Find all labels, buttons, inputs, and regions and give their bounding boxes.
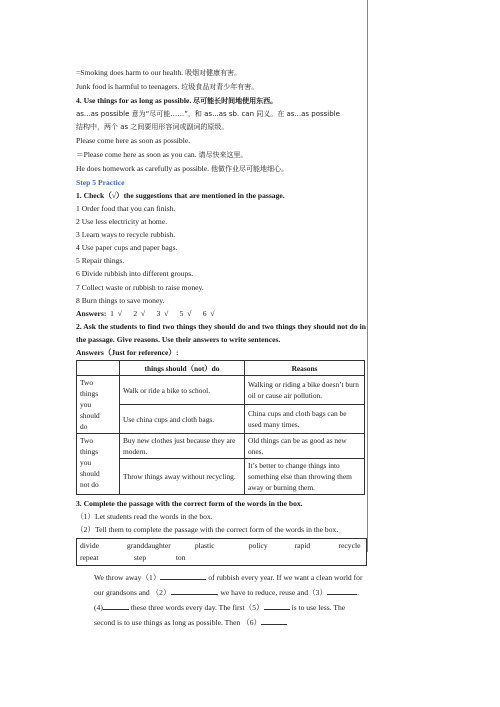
group-label-word: should: [80, 411, 100, 421]
answers-label: Answers:: [76, 308, 107, 318]
margin-rule: [367, 0, 368, 552]
word-option: repeat: [80, 553, 99, 563]
table-row: [77, 405, 365, 434]
group-label-word: not do: [80, 480, 99, 490]
table-cell-thing: Use china cups and cloth bags.: [120, 405, 245, 434]
group-label-word: you: [80, 458, 92, 468]
word-option: plastic: [194, 541, 215, 551]
group-label-word: Two: [80, 436, 94, 446]
question-title: 1. Check（√）the suggestions that are mentioned in the passage.: [76, 190, 285, 200]
word-option: recycle: [338, 541, 361, 551]
english-text: 4. Use things for as long as possible.: [76, 96, 192, 106]
cloze-passage: [76, 570, 366, 630]
word-option: granddaughter: [126, 541, 171, 551]
example-sentence: [76, 162, 366, 176]
answer-blank-1[interactable]: [160, 570, 206, 580]
table-header: Reasons: [245, 361, 365, 376]
table-cell-thing: Walk or ride a bike to school.: [120, 376, 245, 405]
list-item: 5 Repair things.: [76, 256, 125, 266]
list-item: 2 Use less electricity at home.: [76, 217, 168, 227]
list-item: 8 Burn things to save money.: [76, 295, 165, 305]
list-item: 1 Order food that you can finish.: [76, 203, 176, 213]
table-cell-reason: Walking or riding a bike doesn’t burn oil or cause air pollution.: [245, 376, 365, 405]
example-sentence: Please come here as soon as possible.: [76, 136, 191, 146]
answers-line: [76, 307, 366, 320]
group-label-should-not: [77, 434, 120, 495]
question-title: 2. Ask the students to find two things they should do and two things they should not do in the passage. Give reasons. Use their answers to write sentences.: [76, 321, 366, 344]
passage-text: . (4): [94, 588, 359, 613]
table-row: [77, 459, 365, 495]
instruction-line: （1）Let students read the words in the box.: [76, 512, 213, 522]
table-header: things should（not）do: [120, 361, 245, 376]
step-heading: [76, 176, 366, 189]
chinese-text: 垃圾食品对青少年有害。: [181, 83, 259, 92]
table-cell-reason: China cups and cloth bags can be used many times.: [245, 405, 365, 434]
instruction-line: （2）Tell them to complete the passage with the correct form of the words in the box.: [76, 525, 339, 535]
answers-table: [76, 360, 365, 495]
group-label-word: things: [80, 389, 99, 399]
table-cell-reason: It’s better to change things into something else than throwing them away or burning them.: [245, 459, 365, 495]
group-label-word: should: [80, 469, 100, 479]
table-row: [77, 434, 365, 459]
table-header-row: [77, 361, 365, 376]
english-text: Junk food is harmful to teenagers.: [76, 82, 180, 92]
note-line: [76, 80, 366, 94]
note-line: [76, 66, 366, 80]
step-label: Step 5: [76, 177, 97, 187]
group-label-word: you: [80, 400, 92, 410]
chinese-text: 尽可能长时间地使用东西。: [193, 97, 278, 106]
group-label-word: do: [80, 422, 88, 432]
question-title: 3. Complete the passage with the correct form of the words in the box.: [76, 499, 303, 509]
passage-text: We throw away（1）: [94, 573, 161, 583]
suggestion-list: [76, 202, 366, 307]
grammar-note: 结构中，两个 as 之间要用形容词或副词的原级。: [76, 123, 229, 132]
chinese-text: 吸烟对健康有害。: [185, 69, 242, 77]
word-option: divide: [80, 541, 99, 551]
table-cell-thing: Buy new clothes just because they are modern.: [120, 434, 245, 459]
list-item: 6 Divide rubbish into different groups.: [76, 269, 194, 279]
word-option: policy: [248, 541, 268, 551]
passage-text: is to use less. The second is to use things as long as possible. Then （6）: [94, 603, 346, 628]
answer-blank-6[interactable]: [261, 615, 287, 625]
answer-blank-5[interactable]: [264, 600, 290, 610]
passage-text: these three words every day. The first（5）: [128, 603, 264, 613]
document-body: [76, 66, 366, 630]
word-option: ton: [175, 553, 186, 563]
answers-text: 1 √ 2 √ 3 √ 5 √ 6 √: [108, 308, 215, 318]
table-row: [77, 376, 365, 405]
english-text: He does homework as carefully as possible.: [76, 163, 210, 173]
step-title: Practice: [97, 177, 125, 187]
table-cell-reason: Old things can be as good as new ones.: [245, 434, 365, 459]
grammar-note: as...as possible 意为“尽可能……”，和 as...as sb. can 同义。在 as...as possible: [76, 110, 340, 119]
answer-blank-3[interactable]: [327, 585, 357, 595]
group-label-word: things: [80, 447, 99, 457]
list-item: 3 Learn ways to recycle rubbish.: [76, 230, 176, 240]
example-sentence: [76, 148, 366, 162]
chinese-text: 他做作业尽可能地细心。: [210, 164, 288, 173]
word-option: step: [133, 553, 147, 563]
grammar-heading: [76, 94, 366, 108]
answers-reference-label: Answers（Just for reference）:: [76, 347, 179, 357]
answer-blank-2[interactable]: [171, 585, 217, 595]
word-option: rapid: [294, 541, 311, 551]
passage-text: of rubbish every year. If we want a clean world for our grandsons and （2）: [94, 573, 363, 598]
answer-blank-4[interactable]: [103, 600, 129, 610]
english-text: ＝Please come here as soon as you can.: [76, 149, 197, 159]
word-box: [76, 538, 367, 566]
english-text: =Smoking does harm to our health.: [76, 68, 184, 77]
group-label-word: Two: [80, 378, 94, 388]
passage-text: , we have to reduce, reuse and（3）: [216, 588, 328, 598]
table-header: [77, 361, 120, 376]
group-label-should: [77, 376, 120, 434]
table-cell-thing: Throw things away without recycling.: [120, 459, 245, 495]
list-item: 4 Use paper cups and paper bags.: [76, 243, 178, 253]
chinese-text: 请尽快来这里。: [198, 150, 248, 159]
list-item: 7 Collect waste or rubbish to raise money.: [76, 282, 204, 292]
